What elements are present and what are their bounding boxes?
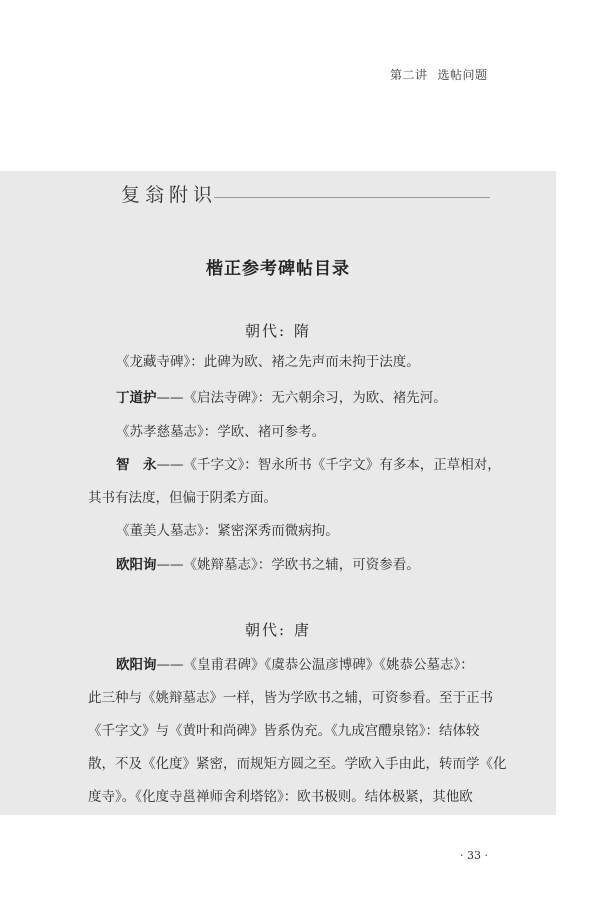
entry-text: ——《千字文》：智永所书《千字文》有多本，正草相对，	[156, 457, 501, 473]
entry-author: 智 永	[116, 457, 157, 473]
entry-text: 《苏孝慈墓志》：学欧、褚可参考。	[116, 424, 326, 440]
running-head	[390, 66, 488, 83]
entry-text: 《龙藏寺碑》：此碑为欧、褚之先声而未拘于法度。	[116, 354, 420, 370]
entry-text: 《董美人墓志》：紧密深秀而微病拘。	[116, 523, 339, 539]
section-heading: 复翁附识	[121, 184, 218, 206]
dynasty-name: 隋	[294, 322, 312, 340]
entry-continuation: 散，不及《化度》紧密，而规矩方圆之至。学欧入手由此，转而学《化	[88, 756, 507, 772]
entry-continuation: 其书有法度，但偏于阴柔方面。	[88, 490, 277, 506]
page-number: · 33 ·	[460, 849, 488, 862]
entry-text: ——《启法寺碑》：无六朝余习，为欧、褚先河。	[156, 390, 447, 406]
dynasty-label: 朝代:	[244, 322, 287, 340]
running-head-chapter: 第二讲	[390, 68, 428, 82]
entry-author: 欧阳询	[116, 557, 157, 573]
entry-continuation: 《千字文》与《黄叶和尚碑》皆系伪充。《九成宫醴泉铭》：结体较	[88, 723, 480, 739]
entry-text: ——《皇甫君碑》《虞恭公温彦博碑》《姚恭公墓志》：	[156, 657, 474, 673]
entry-line	[88, 453, 501, 473]
dynasty-label: 朝代:	[244, 621, 287, 639]
entry-line	[88, 653, 498, 673]
entry-continuation: 此三种与《姚辩墓志》一样，皆为学欧书之辅，可资参看。至于正书	[88, 690, 493, 706]
entry-continuation: 度寺》。《化度寺邕禅师舍利塔铭》：欧书极则。结体极紧，其他欧	[88, 789, 473, 805]
catalog-title: 楷正参考碑帖目录	[206, 259, 350, 279]
entry-author: 欧阳询	[116, 657, 157, 673]
entry-author: 丁道护	[116, 390, 157, 406]
dynasty-heading-sui	[0, 320, 556, 341]
section-rule	[214, 197, 490, 198]
running-head-title: 选帖问题	[437, 68, 488, 82]
entry-line	[88, 420, 498, 440]
entry-line	[88, 350, 498, 370]
entry-line	[88, 386, 498, 406]
dynasty-heading-tang	[0, 619, 556, 640]
dynasty-name: 唐	[294, 621, 312, 639]
entry-text: ——《姚辩墓志》：学欧书之辅，可资参看。	[156, 557, 420, 573]
entry-line	[88, 553, 498, 573]
entry-line	[88, 519, 498, 539]
